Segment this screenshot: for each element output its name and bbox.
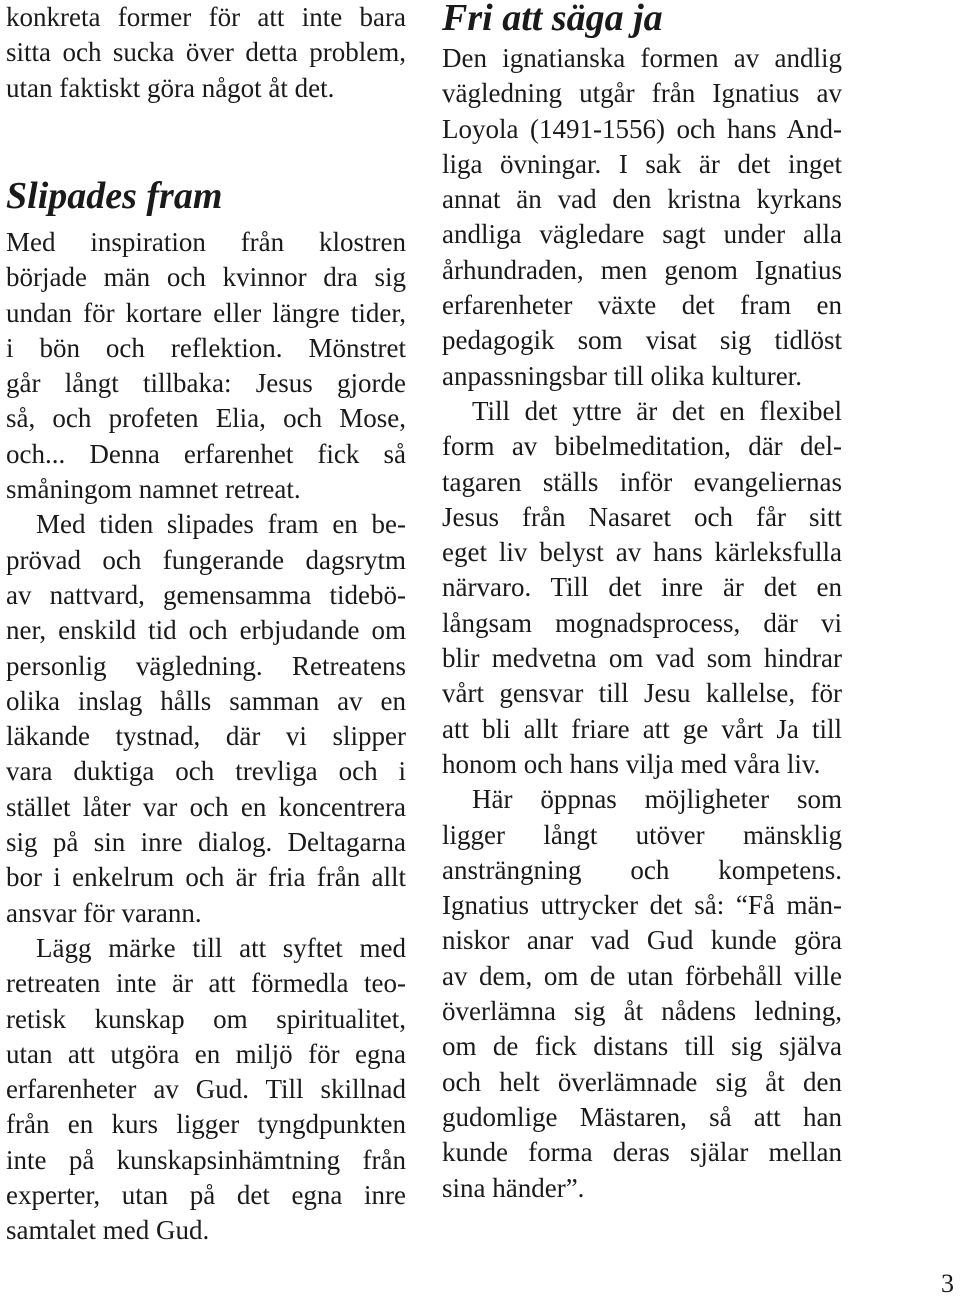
text-line: och... Denna erfarenhet fick så [6,438,406,469]
text-line: och helt överlämnade sig åt den [442,1066,842,1097]
text-line: retreaten inte är att förmedla teo- [6,968,406,999]
text-line: undan för kortare eller längre tider, [6,297,406,328]
left-body [6,225,406,1249]
text-line: niskor anar vad Gud kunde göra [442,925,842,956]
text-line: i bön och reflektion. Mönstret [6,332,406,363]
text-line: pedagogik som visat sig tidlöst [442,325,842,356]
text-line: närvaro. Till det inre är det en [442,572,842,603]
text-line: långsam mognadsprocess, där vi [442,607,842,638]
text-line: annat än vad den kristna kyrkans [442,184,842,215]
text-line: sig på sin inre dialog. Deltagarna [6,827,406,858]
text-line: Jesus från Nasaret och får sitt [442,501,842,532]
text-line: blir medvetna om vad som hindrar [442,643,842,674]
text-line: ansvar för varann. [6,897,202,928]
text-line: Den ignatianska formen av andlig [442,43,842,73]
text-line: form av bibelmeditation, där del- [442,431,842,462]
text-line: bor i enkelrum och är fria från allt [6,862,406,893]
text-line: inte på kunskapsinhämtning från [6,1144,406,1175]
text-line: ner, enskild tid och erbjudande om [6,615,406,646]
text-line: sitta och sucka över detta problem, [6,37,406,68]
text-line: konkreta former för att inte bara [6,2,406,32]
text-line: erfarenheter av Gud. Till skillnad [6,1074,406,1105]
text-line: stället låter var och en koncentrera [6,791,406,822]
text-line: prövad och fungerande dagsrytm [6,544,406,575]
text-line: andliga vägledare sagt under alla [442,219,842,250]
text-line: Med inspiration från klostren [6,227,406,257]
text-line: vara duktiga och trevliga och i [6,756,406,787]
text-line: från en kurs ligger tyngdpunkten [6,1109,406,1140]
section-heading-slipades-fram: Slipades fram [6,175,223,217]
text-line: olika inslag hålls samman av en [6,685,406,716]
text-line: av dem, om de utan förbehåll ville [442,960,842,991]
text-line: Lägg märke till att syftet med [36,932,406,963]
text-line: retisk kunskap om spiritualitet, [6,1003,406,1034]
text-line: eget liv belyst av hans kärleksfulla [442,537,842,568]
text-line: började män och kvinnor dra sig [6,262,406,293]
section-heading-fri-att-saga-ja: Fri att säga ja [442,0,663,39]
text-line: ansträngning och kompetens. [442,854,842,885]
text-line: vägledning utgår från Ignatius av [442,78,842,109]
page-number: 3 [941,1269,954,1298]
text-line: Här öppnas möjligheter som [472,784,842,815]
text-line: av nattvard, gemensamma tidebö- [6,579,406,610]
text-line: honom och hans vilja med våra liv. [442,748,821,779]
text-line: vårt gensvar till Jesu kallelse, för [442,678,842,709]
text-line: erfarenheter växte det fram en [442,290,842,321]
text-line: personlig vägledning. Retreatens [6,650,406,681]
text-line: går långt tillbaka: Jesus gjorde [6,368,406,399]
text-line: överlämna sig åt nådens ledning, [442,996,842,1027]
text-line: sina händer”. [442,1172,585,1203]
text-line: småningom namnet retreat. [6,474,301,505]
left-column [6,0,406,1246]
text-line: anpassningsbar till olika kulturer. [442,360,802,391]
text-line: århundraden, men genom Ignatius [442,254,842,285]
text-line: kunde forma deras själar mellan [442,1137,842,1168]
text-line: så, och profeten Elia, och Mose, [6,403,406,434]
text-line: gudomlige Mästaren, så att han [442,1101,842,1132]
text-line: att bli allt friare att ge vårt Ja till [442,713,842,744]
text-line: Loyola (1491-1556) och hans And- [442,113,842,144]
text-line: Med tiden slipades fram en be- [36,509,406,540]
text-line: Till det yttre är det en flexibel [472,395,842,426]
right-column [442,0,842,1206]
text-line: liga övningar. I sak är det inget [442,148,842,179]
text-line: samtalet med Gud. [6,1215,210,1246]
text-line: Ignatius uttrycker det så: “Få män- [442,890,842,921]
text-line: utan att utgöra en miljö för egna [6,1038,406,1069]
text-line: tagaren ställs inför evangeliernas [442,466,842,497]
text-line: utan faktiskt göra något åt det. [6,72,335,103]
text-line: ligger långt utöver mänsklig [442,819,842,850]
text-line: om de fick distans till sig själva [442,1031,842,1062]
text-line: läkande tystnad, där vi slipper [6,721,406,752]
text-line: experter, utan på det egna inre [6,1180,406,1211]
